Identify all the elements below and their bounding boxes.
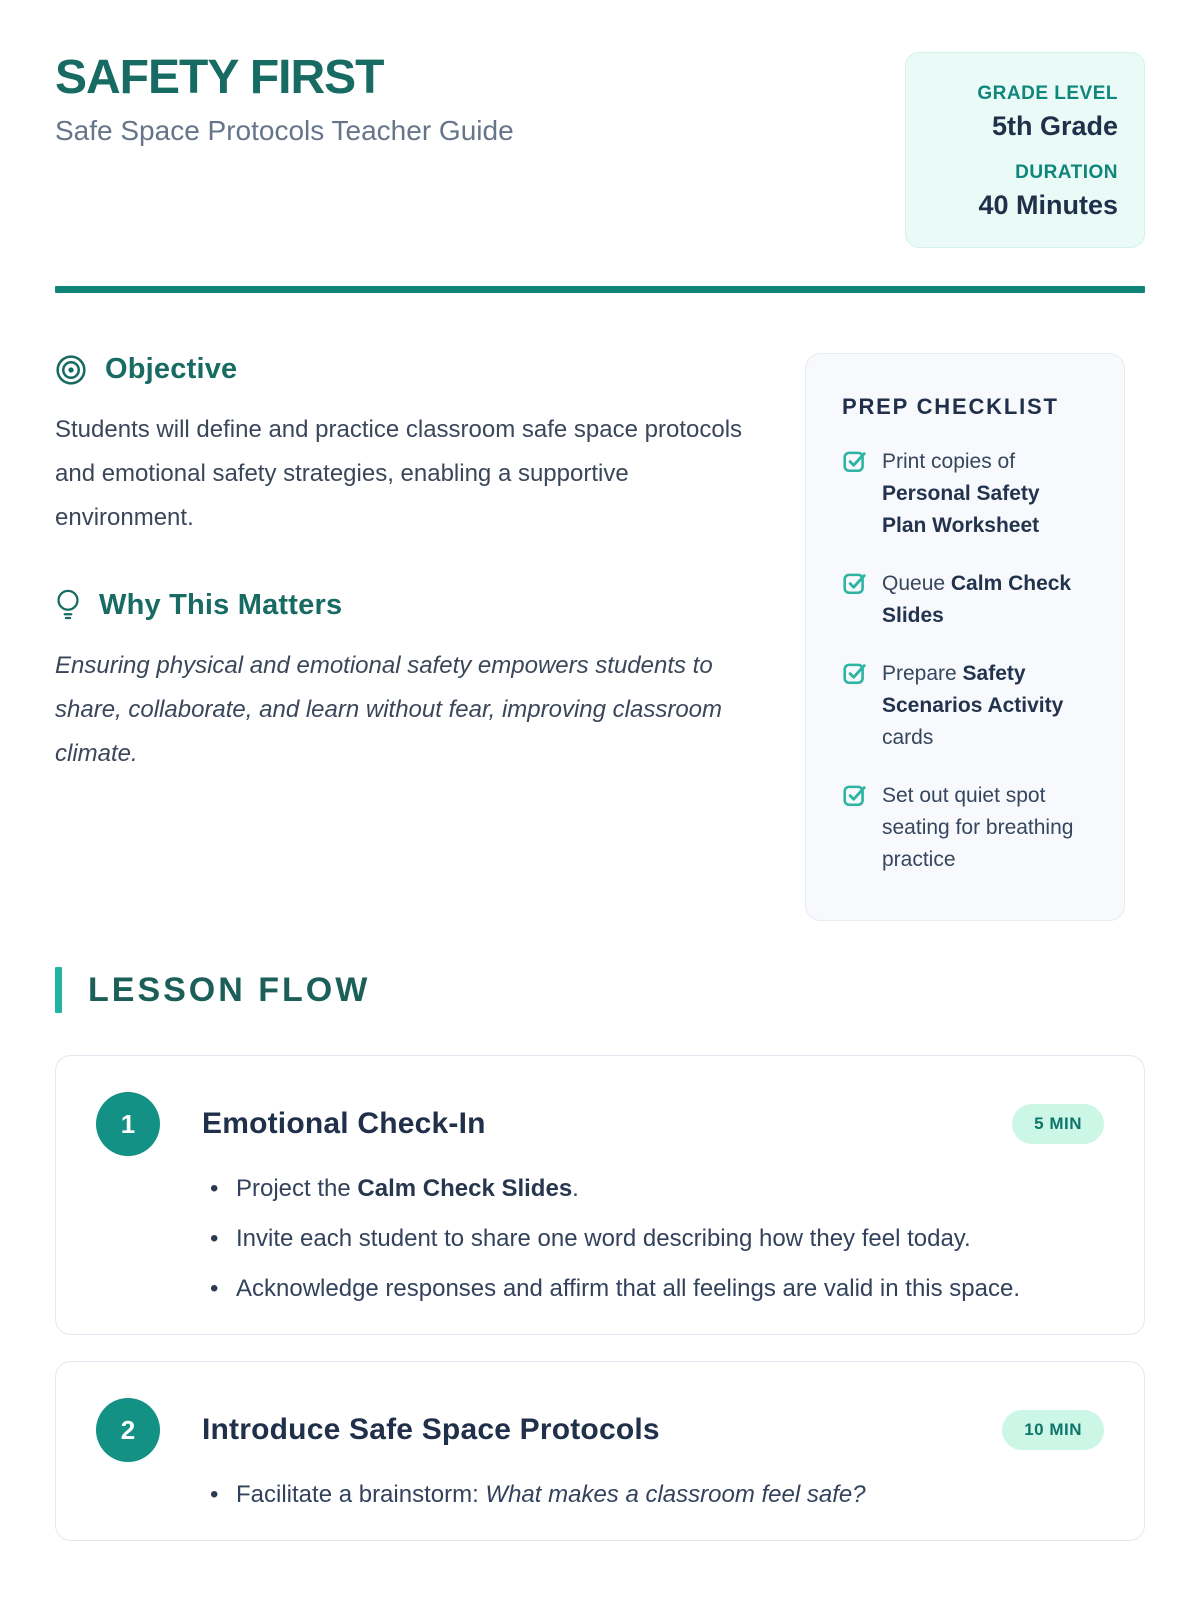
duration-value: 40 Minutes	[978, 190, 1118, 220]
meta-box	[905, 52, 1145, 248]
lesson-step-card	[55, 1055, 1145, 1335]
step-title: Emotional Check-In	[202, 1107, 486, 1140]
grade-level-label: GRADE LEVEL	[977, 83, 1118, 104]
checkbox-checked-icon	[842, 782, 868, 813]
step-bullet: • Facilitate a brainstorm: What makes a classroom feel safe?	[208, 1474, 1104, 1516]
step-duration-badge: 10 MIN	[1002, 1410, 1104, 1450]
lightbulb-icon	[55, 588, 81, 622]
page-subtitle: Safe Space Protocols Teacher Guide	[55, 114, 514, 146]
checklist-item	[842, 446, 1088, 542]
checklist-item-text: Prepare Safety Scenarios Activity cards	[882, 662, 1064, 749]
why-this-matters-heading	[55, 588, 765, 622]
duration-label: DURATION	[1015, 162, 1118, 183]
prep-checklist-title: PREP CHECKLIST	[842, 394, 1059, 419]
objective-heading-label: Objective	[105, 353, 238, 385]
grade-level-value: 5th Grade	[991, 111, 1118, 141]
step-header	[96, 1092, 1104, 1156]
prep-checklist-list	[842, 446, 1088, 876]
checklist-item-text: Queue Calm Check Slides	[882, 572, 1072, 627]
checklist-item	[842, 658, 1088, 754]
checklist-item-text: Set out quiet spot seating for breathing practice	[882, 784, 1074, 871]
step-bullet-list	[208, 1168, 1104, 1310]
why-this-matters-text: Ensuring physical and emotional safety empowers students to share, collaborate, and learn without fear, improving classroom climate.	[55, 652, 723, 767]
step-bullet: • Invite each student to share one word describing how they feel today.	[208, 1218, 1104, 1260]
step-bullet: • Project the Calm Check Slides.	[208, 1168, 1104, 1210]
step-bullet: • Acknowledge responses and affirm that all feelings are valid in this space.	[208, 1268, 1104, 1310]
lesson-step-card	[55, 1361, 1145, 1541]
checklist-item	[842, 568, 1088, 632]
header-title-block	[55, 52, 514, 147]
checklist-item-text: Print copies of Personal Safety Plan Worksheet	[882, 450, 1040, 537]
step-header	[96, 1398, 1104, 1462]
content-row	[55, 353, 1145, 921]
step-title: Introduce Safe Space Protocols	[202, 1413, 660, 1446]
lesson-steps	[55, 1055, 1145, 1541]
why-this-matters-heading-label: Why This Matters	[99, 588, 343, 621]
header-divider	[55, 286, 1145, 293]
checkbox-checked-icon	[842, 570, 868, 601]
step-duration-badge: 5 MIN	[1012, 1104, 1104, 1144]
checkbox-checked-icon	[842, 660, 868, 691]
checklist-item	[842, 780, 1088, 876]
header	[55, 52, 1145, 248]
heading-accent-bar	[55, 967, 62, 1013]
prep-checklist-card	[805, 353, 1125, 921]
checkbox-checked-icon	[842, 448, 868, 479]
page-title: SAFETY FIRST	[55, 51, 384, 104]
objective-text: Students will define and practice classroom safe space protocols and emotional safety strategies, enabling a supportive environment.	[55, 416, 743, 531]
lesson-flow-heading-label: LESSON FLOW	[88, 970, 371, 1009]
step-number-badge: 1	[96, 1092, 160, 1156]
step-number-badge: 2	[96, 1398, 160, 1462]
target-icon	[55, 354, 87, 386]
objective-heading	[55, 353, 765, 386]
lesson-flow-heading	[55, 967, 1145, 1013]
main-column	[55, 353, 765, 776]
step-bullet-list	[208, 1474, 1104, 1516]
